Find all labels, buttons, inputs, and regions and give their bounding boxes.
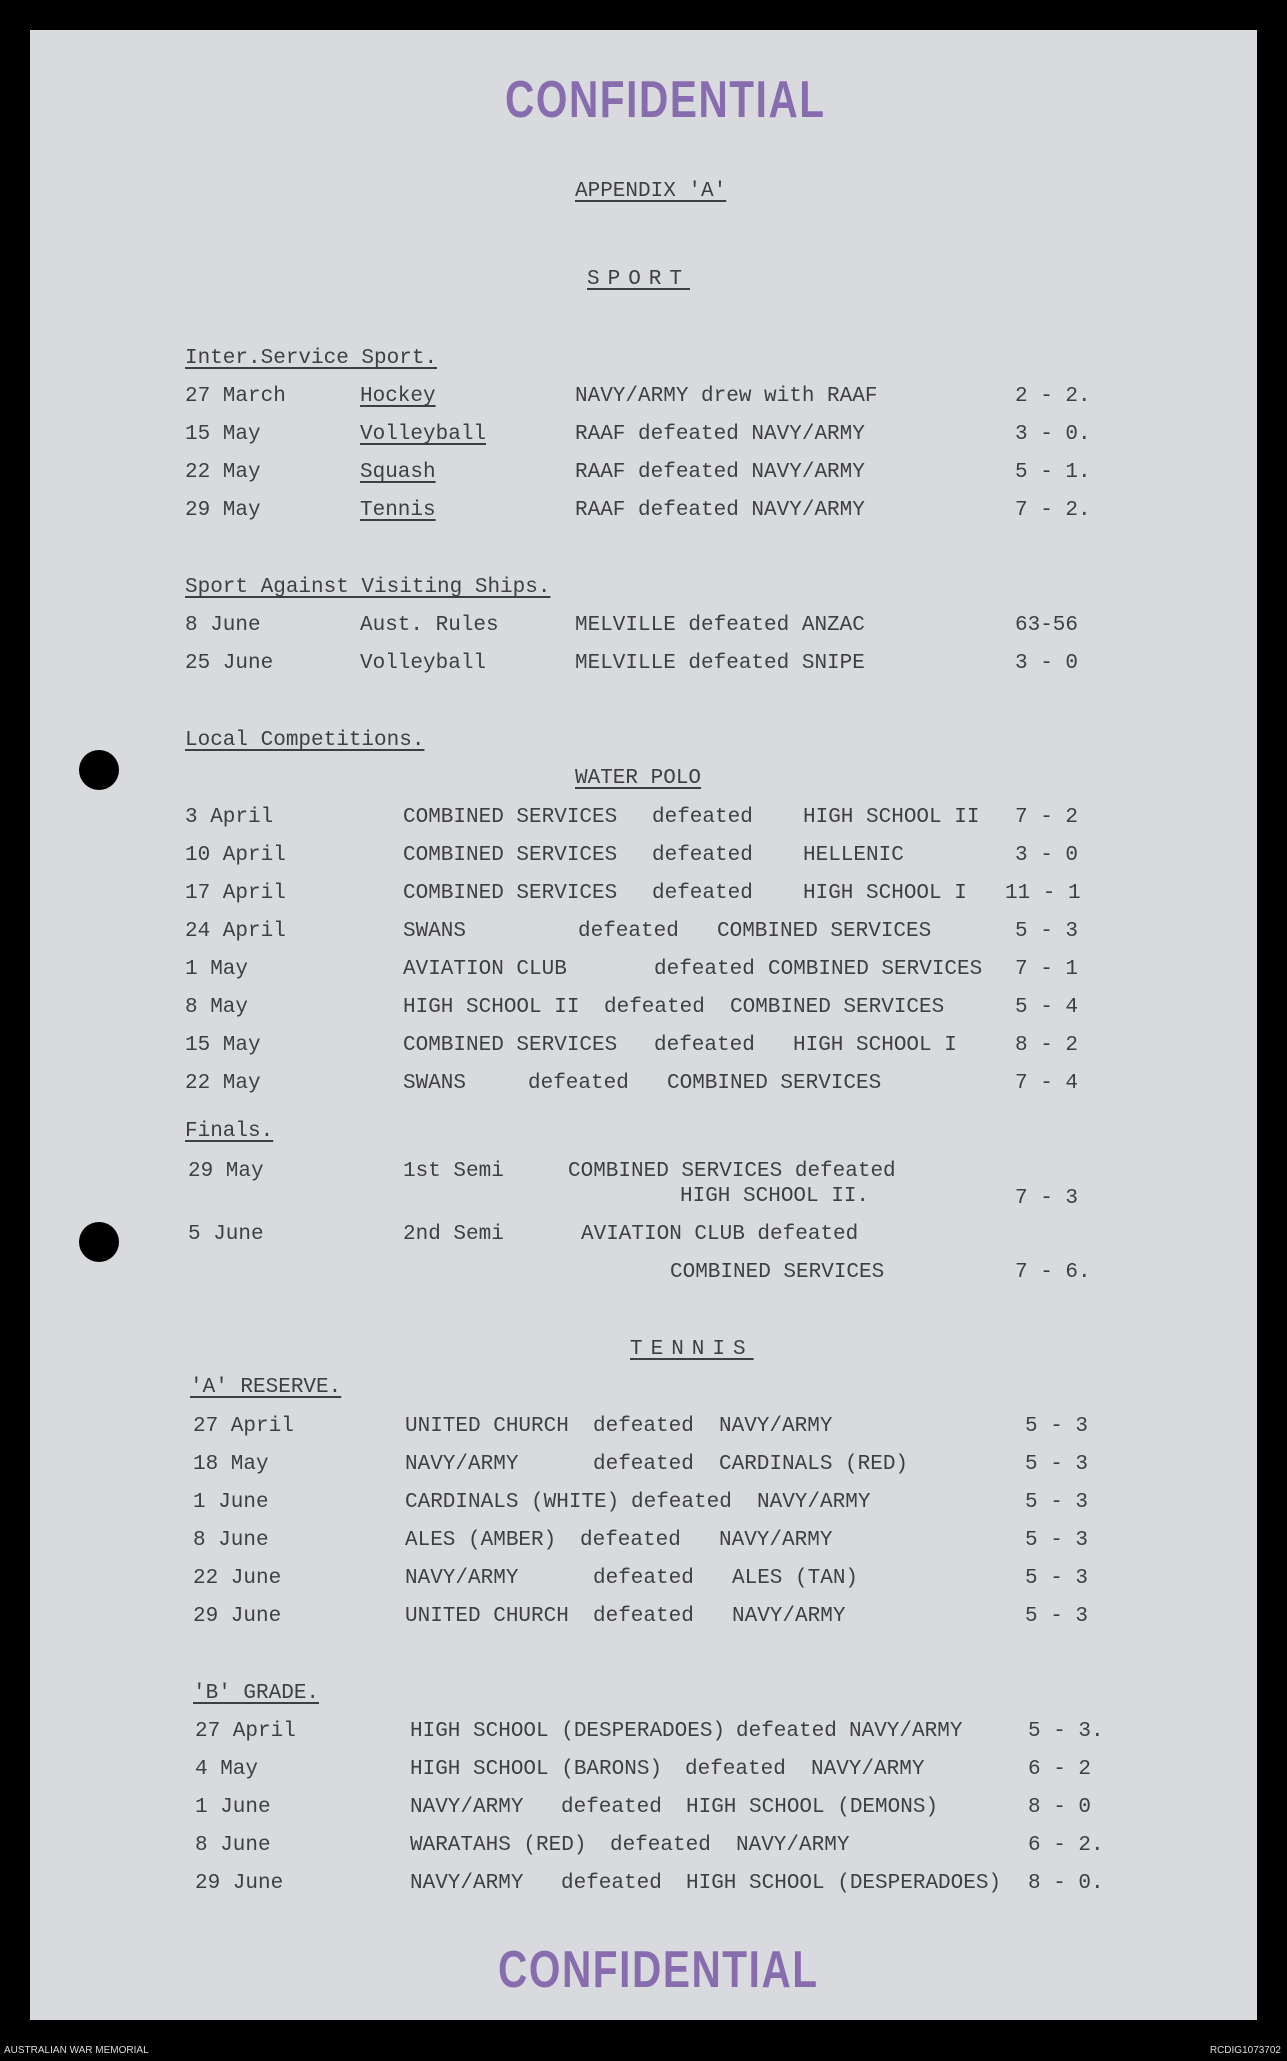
team-b: HELLENIC — [803, 844, 904, 867]
score: 2 - 2. — [1015, 385, 1091, 408]
verb: defeated — [528, 1072, 629, 1095]
date: 10 April — [185, 844, 286, 867]
verb: defeated — [561, 1796, 662, 1819]
team-a: CARDINALS (WHITE) — [405, 1491, 620, 1514]
verb: defeated — [631, 1491, 732, 1514]
score: 3 - 0 — [1015, 652, 1079, 675]
round: 2nd Semi — [403, 1223, 504, 1246]
team-b: NAVY/ARMY — [719, 1415, 833, 1438]
score: 5 - 3 — [1025, 1605, 1089, 1628]
date: 17 April — [185, 882, 286, 905]
team-b: NAVY/ARMY — [719, 1529, 833, 1552]
local-competitions-heading: Local Competitions. — [185, 729, 425, 752]
verb: defeated — [604, 996, 705, 1019]
confidential-stamp-bottom: CONFIDENTIAL — [498, 1941, 819, 1999]
verb: defeated — [652, 844, 753, 867]
score: 3 - 0. — [1015, 423, 1091, 446]
score: 3 - 0 — [1015, 844, 1079, 867]
date: 22 May — [185, 461, 261, 484]
result: MELVILLE defeated ANZAC — [575, 614, 865, 637]
score: 11 - 1 — [1005, 882, 1081, 905]
date: 8 June — [185, 614, 261, 637]
date: 15 May — [185, 1034, 261, 1057]
tennis-title: TENNIS — [630, 1338, 754, 1361]
result: RAAF defeated NAVY/ARMY — [575, 423, 865, 446]
team-b: NAVY/ARMY — [849, 1720, 963, 1743]
score: 5 - 3 — [1025, 1567, 1089, 1590]
team-a: AVIATION CLUB — [403, 958, 567, 981]
team-a: COMBINED SERVICES — [403, 844, 618, 867]
team-b: NAVY/ARMY — [811, 1758, 925, 1781]
verb: defeated — [593, 1567, 694, 1590]
team-b: HIGH SCHOOL (DESPERADOES) — [686, 1872, 1002, 1895]
team-a: UNITED CHURCH — [405, 1415, 569, 1438]
verb: defeated — [561, 1872, 662, 1895]
date: 15 May — [185, 423, 261, 446]
score: 8 - 2 — [1015, 1034, 1079, 1057]
team-b: COMBINED SERVICES — [730, 996, 945, 1019]
team-a: COMBINED SERVICES — [403, 882, 618, 905]
sport: Aust. Rules — [360, 614, 499, 637]
score: 5 - 3 — [1025, 1491, 1089, 1514]
team-a: UNITED CHURCH — [405, 1605, 569, 1628]
verb: defeated — [610, 1834, 711, 1857]
verb: defeated — [593, 1453, 694, 1476]
team-a: SWANS — [403, 920, 467, 943]
score: 5 - 3 — [1025, 1453, 1089, 1476]
team-a: COMBINED SERVICES — [403, 1034, 618, 1057]
team-b: HIGH SCHOOL I — [803, 882, 967, 905]
team-a: COMBINED SERVICES — [403, 806, 618, 829]
team-a: NAVY/ARMY — [405, 1567, 519, 1590]
score: 8 - 0. — [1028, 1872, 1104, 1895]
punch-hole — [79, 750, 119, 790]
verb: defeated — [685, 1758, 786, 1781]
team-b: NAVY/ARMY — [732, 1605, 846, 1628]
score: 63-56 — [1015, 614, 1079, 637]
score: 5 - 4 — [1015, 996, 1079, 1019]
team-b: HIGH SCHOOL I — [793, 1034, 957, 1057]
score: 6 - 2 — [1028, 1758, 1092, 1781]
team-a: NAVY/ARMY — [410, 1872, 524, 1895]
result-line-2: HIGH SCHOOL II. — [680, 1185, 870, 1208]
team-b: COMBINED SERVICES — [667, 1072, 882, 1095]
date: 24 April — [185, 920, 286, 943]
score: 5 - 3 — [1025, 1415, 1089, 1438]
score: 5 - 3. — [1028, 1720, 1104, 1743]
verb: defeated — [593, 1605, 694, 1628]
team-b: CARDINALS (RED) — [719, 1453, 909, 1476]
visiting-ships-heading: Sport Against Visiting Ships. — [185, 576, 551, 599]
team-a: NAVY/ARMY — [410, 1796, 524, 1819]
score: 7 - 6. — [1015, 1261, 1091, 1284]
finals-heading: Finals. — [185, 1120, 274, 1143]
team-a: NAVY/ARMY — [405, 1453, 519, 1476]
date: 1 June — [195, 1796, 271, 1819]
date: 5 June — [188, 1223, 264, 1246]
date: 8 June — [193, 1529, 269, 1552]
verb: defeated — [654, 958, 755, 981]
team-a: SWANS — [403, 1072, 467, 1095]
sport-title: SPORT — [587, 268, 691, 291]
score: 8 - 0 — [1028, 1796, 1092, 1819]
score: 5 - 3 — [1015, 920, 1079, 943]
round: 1st Semi — [403, 1160, 504, 1183]
verb: defeated — [580, 1529, 681, 1552]
date: 25 June — [185, 652, 274, 675]
date: 1 June — [193, 1491, 269, 1514]
verb: defeated — [652, 806, 753, 829]
sport: Squash — [360, 461, 436, 484]
date: 27 March — [185, 385, 286, 408]
date: 29 May — [185, 499, 261, 522]
date: 18 May — [193, 1453, 269, 1476]
date: 8 May — [185, 996, 249, 1019]
score: 7 - 2 — [1015, 806, 1079, 829]
team-a: HIGH SCHOOL (BARONS) — [410, 1758, 663, 1781]
result: NAVY/ARMY drew with RAAF — [575, 385, 878, 408]
sport: Hockey — [360, 385, 436, 408]
footer-source: AUSTRALIAN WAR MEMORIAL — [4, 2045, 149, 2056]
team-b: NAVY/ARMY — [757, 1491, 871, 1514]
team-b: ALES (TAN) — [732, 1567, 859, 1590]
result: RAAF defeated NAVY/ARMY — [575, 499, 865, 522]
b-grade-heading: 'B' GRADE. — [193, 1682, 320, 1705]
sport: Tennis — [360, 499, 436, 522]
confidential-stamp-top: CONFIDENTIAL — [505, 71, 826, 129]
verb: defeated — [578, 920, 679, 943]
score: 7 - 1 — [1015, 958, 1079, 981]
score: 6 - 2. — [1028, 1834, 1104, 1857]
score: 7 - 3 — [1015, 1187, 1079, 1210]
verb: defeated — [736, 1720, 837, 1743]
footer-id: RCDIG1073702 — [1209, 2045, 1281, 2056]
date: 27 April — [195, 1720, 296, 1743]
date: 3 April — [185, 806, 274, 829]
team-b: COMBINED SERVICES — [717, 920, 932, 943]
date: 27 April — [193, 1415, 294, 1438]
date: 1 May — [185, 958, 249, 981]
result: RAAF defeated NAVY/ARMY — [575, 461, 865, 484]
date: 4 May — [195, 1758, 259, 1781]
date: 29 June — [193, 1605, 282, 1628]
date: 29 May — [188, 1160, 264, 1183]
date: 22 June — [193, 1567, 282, 1590]
document-page — [30, 30, 1257, 2020]
a-reserve-heading: 'A' RESERVE. — [190, 1376, 342, 1399]
team-b: COMBINED SERVICES — [768, 958, 983, 981]
team-b: HIGH SCHOOL (DEMONS) — [686, 1796, 939, 1819]
result-line-1: COMBINED SERVICES defeated — [568, 1160, 896, 1183]
water-polo-heading: WATER POLO — [575, 767, 702, 790]
sport: Volleyball — [360, 652, 487, 675]
score: 5 - 3 — [1025, 1529, 1089, 1552]
team-b: NAVY/ARMY — [736, 1834, 850, 1857]
result-line-1: AVIATION CLUB defeated — [581, 1223, 859, 1246]
score: 7 - 2. — [1015, 499, 1091, 522]
inter-service-heading: Inter.Service Sport. — [185, 347, 438, 370]
result-line-2: COMBINED SERVICES — [670, 1261, 885, 1284]
team-a: WARATAHS (RED) — [410, 1834, 587, 1857]
team-a: HIGH SCHOOL II — [403, 996, 580, 1019]
date: 8 June — [195, 1834, 271, 1857]
date: 22 May — [185, 1072, 261, 1095]
score: 7 - 4 — [1015, 1072, 1079, 1095]
team-b: HIGH SCHOOL II — [803, 806, 980, 829]
team-a: ALES (AMBER) — [405, 1529, 557, 1552]
sport: Volleyball — [360, 423, 487, 446]
verb: defeated — [593, 1415, 694, 1438]
result: MELVILLE defeated SNIPE — [575, 652, 865, 675]
punch-hole — [79, 1222, 119, 1262]
team-a: HIGH SCHOOL (DESPERADOES) — [410, 1720, 726, 1743]
appendix-heading: APPENDIX 'A' — [575, 180, 727, 203]
score: 5 - 1. — [1015, 461, 1091, 484]
verb: defeated — [652, 882, 753, 905]
verb: defeated — [654, 1034, 755, 1057]
date: 29 June — [195, 1872, 284, 1895]
